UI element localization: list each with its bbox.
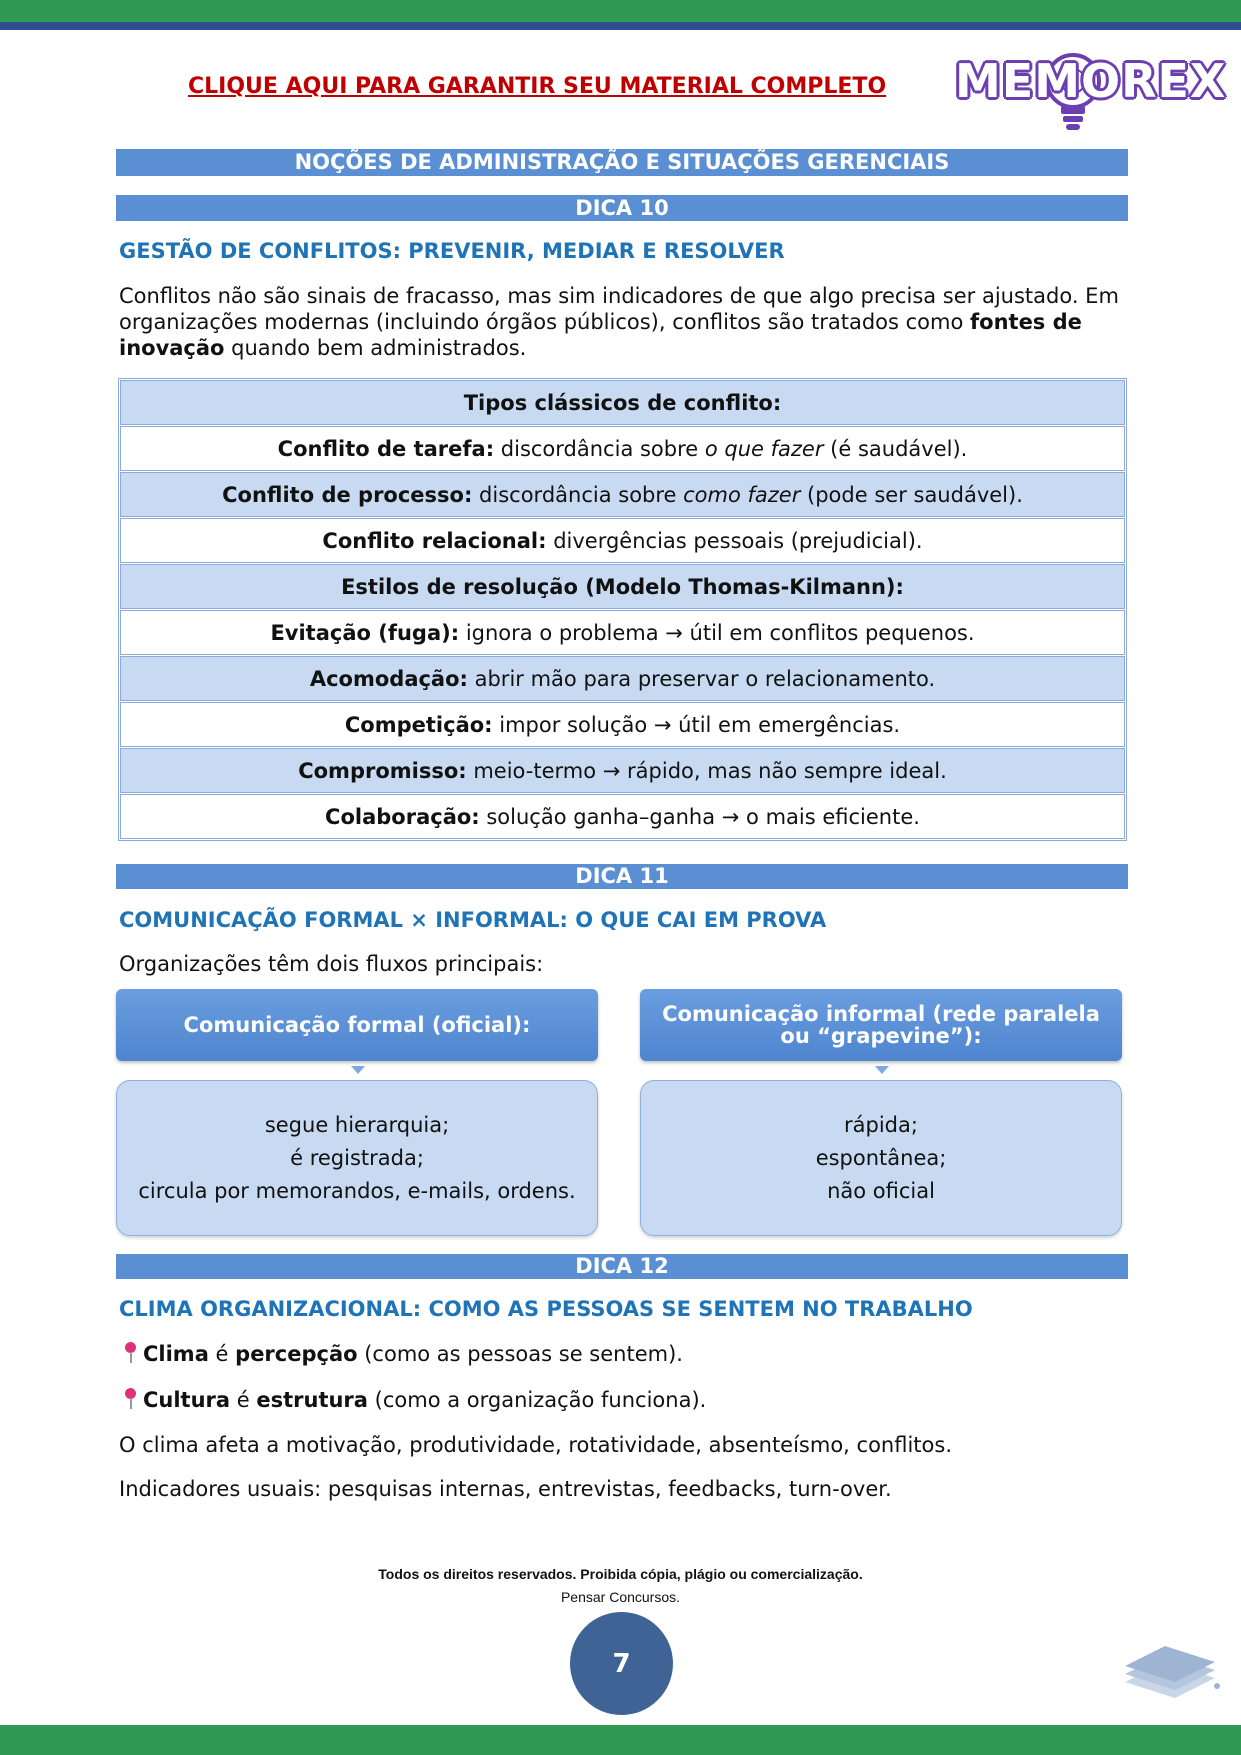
- table-row-compromisso: [120, 748, 1125, 793]
- row-term: Acomodação:: [309, 666, 468, 691]
- types-header-text: Tipos clássicos de conflito:: [463, 390, 782, 415]
- row-italic: como fazer: [683, 482, 801, 507]
- row-text-end: (é saudável).: [823, 436, 968, 461]
- table-header-styles: [120, 564, 1125, 609]
- bullet-term: Cultura: [143, 1388, 231, 1412]
- row-term: Conflito de processo:: [222, 482, 473, 507]
- informal-item: espontânea;: [815, 1145, 947, 1170]
- table-row-colaboracao: [120, 794, 1125, 839]
- intro-text: Conflitos não são sinais de fracasso, mas sim indicadores de que algo precisa ser ajustado. Em organizações modernas (incluindo órgãos públicos), conflitos são tratados como: [119, 284, 1119, 334]
- row-text: ignora o problema → útil em conflitos pequenos.: [459, 620, 975, 645]
- bullet-key: estrutura: [256, 1388, 368, 1412]
- intro-bold-text: fontes de inovação: [119, 310, 1082, 360]
- formal-item: circula por memorandos, e-mails, ordens.: [138, 1178, 576, 1203]
- informal-item: rápida;: [844, 1112, 918, 1137]
- dica-11-title: COMUNICAÇÃO FORMAL × INFORMAL: O QUE CAI EM PROVA: [119, 908, 827, 932]
- table-row-evitacao: [120, 610, 1125, 655]
- informal-communication-header: [640, 989, 1122, 1061]
- row-text: meio-termo → rápido, mas não sempre ideal.: [466, 758, 947, 783]
- formal-item: é registrada;: [290, 1145, 424, 1170]
- down-arrow-icon: [351, 1066, 365, 1074]
- bullet-term: Clima: [143, 1342, 209, 1366]
- row-italic: o que fazer: [704, 436, 824, 461]
- row-text: divergências pessoais (prejudicial).: [546, 528, 923, 553]
- table-row-relacional: [120, 518, 1125, 563]
- dica-10-intro: [119, 283, 1129, 361]
- clima-indicators-text: Indicadores usuais: pesquisas internas, entrevistas, feedbacks, turn-over.: [119, 1477, 892, 1501]
- dica-12-band: DICA 12: [116, 1254, 1128, 1279]
- stacked-layers-icon: [1115, 1640, 1225, 1710]
- formal-item: segue hierarquia;: [264, 1112, 450, 1137]
- bullet-text-end: (como a organização funciona).: [367, 1388, 707, 1412]
- bullet-cultura: [124, 1388, 706, 1412]
- informal-header-line: Comunicação informal (rede paralela: [662, 1002, 1100, 1026]
- bullet-text: é: [208, 1342, 236, 1366]
- formal-communication-header: [116, 989, 598, 1061]
- pushpin-icon: [124, 1342, 138, 1364]
- pushpin-icon: [124, 1388, 138, 1410]
- bullet-text: é: [230, 1388, 257, 1412]
- row-term: Evitação (fuga):: [270, 620, 460, 645]
- page-number: 7: [570, 1612, 673, 1715]
- informal-header-line: ou “grapevine”):: [780, 1024, 982, 1048]
- row-term: Conflito de tarefa:: [277, 436, 495, 461]
- footer-company: Pensar Concursos.: [560, 1589, 681, 1605]
- top-blue-bar: [0, 22, 1241, 30]
- formal-communication-box: [116, 1080, 598, 1236]
- row-term: Colaboração:: [325, 804, 480, 829]
- styles-header-text: Estilos de resolução (Modelo Thomas-Kilmann):: [341, 574, 904, 599]
- informal-item: não oficial: [827, 1178, 935, 1203]
- table-row-processo: [120, 472, 1125, 517]
- table-row-competicao: [120, 702, 1125, 747]
- dica-11-band: DICA 11: [116, 864, 1128, 889]
- row-text: solução ganha–ganha → o mais eficiente.: [479, 804, 920, 829]
- cta-material-link[interactable]: CLIQUE AQUI PARA GARANTIR SEU MATERIAL COMPLETO: [188, 74, 887, 99]
- row-text: abrir mão para preservar o relacionamento.: [467, 666, 936, 691]
- row-text: discordância sobre: [472, 482, 684, 507]
- footer-rights: Todos os direitos reservados. Proibida cópia, plágio ou comercialização.: [378, 1566, 863, 1582]
- row-text: discordância sobre: [494, 436, 705, 461]
- dica-10-band: DICA 10: [116, 195, 1128, 221]
- clima-effects-text: O clima afeta a motivação, produtividade, rotatividade, absenteísmo, conflitos.: [119, 1433, 952, 1457]
- informal-communication-box: [640, 1080, 1122, 1236]
- table-header-types: [120, 380, 1125, 425]
- memorex-logo: [955, 48, 1227, 136]
- formal-header-text: Comunicação formal (oficial):: [183, 1013, 531, 1037]
- row-term: Competição:: [344, 712, 493, 737]
- intro-text-end: quando bem administrados.: [224, 336, 527, 360]
- logo-text: MEMOREX: [955, 54, 1227, 108]
- conflict-table: [118, 378, 1127, 841]
- table-row-acomodacao: [120, 656, 1125, 701]
- row-text-end: (pode ser saudável).: [800, 482, 1023, 507]
- dica-11-intro: Organizações têm dois fluxos principais:: [119, 952, 544, 976]
- top-green-bar: [0, 0, 1241, 22]
- bullet-clima: [124, 1342, 683, 1366]
- bottom-green-bar: [0, 1725, 1241, 1755]
- row-term: Conflito relacional:: [322, 528, 547, 553]
- down-arrow-icon: [875, 1066, 889, 1074]
- dica-12-title: CLIMA ORGANIZACIONAL: COMO AS PESSOAS SE SENTEM NO TRABALHO: [119, 1297, 973, 1321]
- bullet-key: percepção: [235, 1342, 358, 1366]
- subject-band: NOÇÕES DE ADMINISTRAÇÃO E SITUAÇÕES GERENCIAIS: [116, 149, 1128, 176]
- row-term: Compromisso:: [298, 758, 467, 783]
- dica-10-title: GESTÃO DE CONFLITOS: PREVENIR, MEDIAR E RESOLVER: [119, 239, 785, 263]
- row-text: impor solução → útil em emergências.: [492, 712, 901, 737]
- bullet-text-end: (como as pessoas se sentem).: [357, 1342, 683, 1366]
- table-row-tarefa: [120, 426, 1125, 471]
